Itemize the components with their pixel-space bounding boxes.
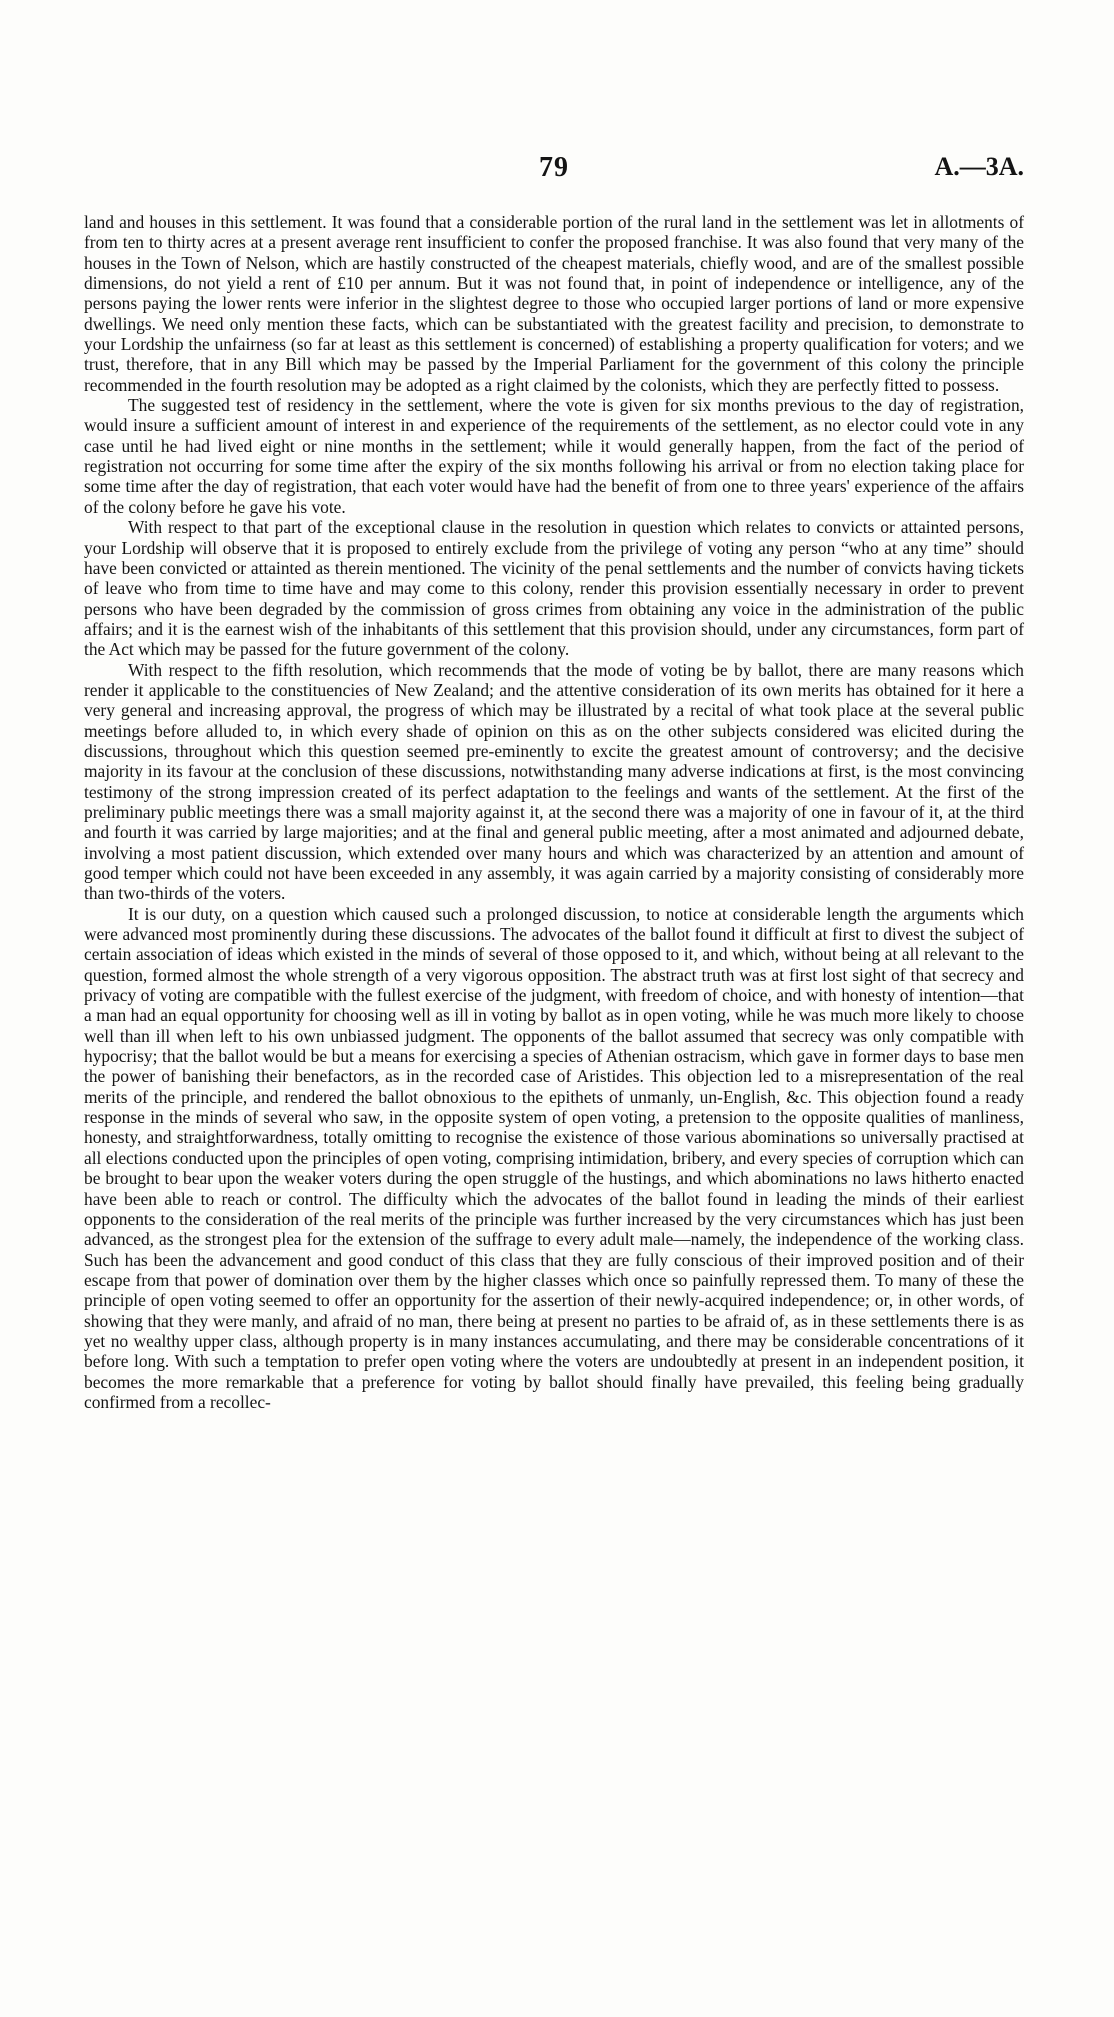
paragraph-1: land and houses in this settlement. It was found that a considerable portion of the rural land in the settlement was let in allotments of from ten to thirty acres at a present average rent insufficient to confer the proposed franchise. It was also found that very many of the houses in the Town of Nelson, which are hastily constructed of the cheapest materials, chiefly wood, and are of the smallest possible dimensions, do not yield a rent of £10 per annum. But it was not found that, in point of independence or intelligence, any of the persons paying the lower rents were inferior in the slightest degree to those who occupied larger portions of land or more expensive dwellings. We need only mention these facts, which can be substantiated with the greatest facility and precision, to demonstrate to your Lordship the unfairness (so far at least as this settlement is concerned) of establishing a property qualification for voters; and we trust, therefore, that in any Bill which may be passed by the Imperial Parliament for the government of this colony the principle recommended in the fourth resolution may be adopted as a right claimed by the colonists, which they are perfectly fitted to possess. [84,212,1024,395]
page-number: 79 [539,152,569,183]
paragraph-5: It is our duty, on a question which caused such a prolonged discussion, to notice at considerable length the arguments which were advanced most prominently during these discussions. The advocates of the ballot found it difficult at first to divest the subject of certain association of ideas which existed in the minds of several of those opposed to it, and which, without being at all relevant to the question, formed almost the whole strength of a very vigorous opposition. The abstract truth was at first lost sight of that secrecy and privacy of voting are compatible with the fullest exercise of the judgment, with freedom of choice, and with honesty of intention—that a man had an equal opportunity for choosing well as ill in voting by ballot as in open voting, while he was much more likely to choose well than ill when left to his own unbiassed judgment. The opponents of the ballot assumed that secrecy was only compatible with hypocrisy; that the ballot would be but a means for exercising a species of Athenian ostracism, which gave in former days to base men the power of banishing their benefactors, as in the recorded case of Aristides. This objection led to a misrepresentation of the real merits of the principle, and rendered the ballot obnoxious to the epithets of unmanly, un-English, &c. This objection found a ready response in the minds of several who saw, in the opposite system of open voting, a pretension to the opposite qualities of manliness, honesty, and straightforwardness, totally omitting to recognise the existence of those various abominations so universally practised at all elections conducted upon the principles of open voting, comprising intimidation, bribery, and every species of corruption which can be brought to bear upon the weaker voters during the open struggle of the hustings, and which abominations no laws hitherto enacted have been able to reach or control. The difficulty which the advocates of the ballot found in leading the minds of their earliest opponents to the consideration of the real merits of the principle was further increased by the very circumstances which has just been advanced, as the strongest plea for the extension of the suffrage to every adult male—namely, the independence of the working class. Such has been the advancement and good conduct of this class that they are fully conscious of their improved position and of their escape from that power of domination over them by the higher classes which once so painfully repressed them. To many of these the principle of open voting seemed to offer an opportunity for the assertion of their newly-acquired independence; or, in other words, of showing that they were manly, and afraid of no man, there being at present no parties to be afraid of, as in these settlements there is as yet no wealthy upper class, although property is in many instances accumulating, and there may be considerable concentrations of it before long. With such a temptation to prefer open voting where the voters are undoubtedly at present in an independent position, it becomes the more remarkable that a preference for voting by ballot should finally have prevailed, this feeling being gradually confirmed from a recollec- [84,903,1024,1412]
paragraph-4: With respect to the fifth resolution, which recommends that the mode of voting be by ballot, there are many reasons which render it applicable to the constituencies of New Zealand; and the attentive consideration of its own merits has obtained for it here a very general and increasing approval, the progress of which may be illustrated by a recital of what took place at the several public meetings before alluded to, in which every shade of opinion on this as on the other subjects considered was elicited during the discussions, throughout which this question seemed pre-eminently to excite the greatest amount of controversy; and the decisive majority in its favour at the conclusion of these discussions, notwithstanding many adverse indications at first, is the most convincing testimony of the strong impression created of its perfect adaptation to the feelings and wants of the settlement. At the first of the preliminary public meetings there was a small majority against it, at the second there was a majority of one in favour of it, at the third and fourth it was carried by large majorities; and at the final and general public meeting, after a most animated and adjourned debate, involving a most patient discussion, which extended over many hours and which was characterized by an attention and amount of good temper which could not have been exceeded in any assembly, it was again carried by a majority consisting of considerably more than two-thirds of the voters. [84,659,1024,904]
body-text [84,212,1024,1412]
paragraph-2: The suggested test of residency in the settlement, where the vote is given for six months previous to the day of registration, would insure a sufficient amount of interest in and experience of the requirements of the settlement, as no elector could vote in any case until he had lived eight or nine months in the settlement; while it would generally happen, from the fact of the period of registration not occurring for some time after the expiry of the six months following his arrival or from no election taking place for some time after the day of registration, that each voter would have had the benefit of from one to three years' experience of the affairs of the colony before he gave his vote. [84,395,1024,517]
page-header [84,152,1024,192]
document-reference: A.—3A. [934,152,1024,181]
paragraph-3: With respect to that part of the exceptional clause in the resolution in question which relates to convicts or attainted persons, your Lordship will observe that it is proposed to entirely exclude from the privilege of voting any person “who at any time” should have been convicted or attainted as therein mentioned. The vicinity of the penal settlements and the number of convicts having tickets of leave who from time to time have and may come to this colony, render this provision essentially necessary in order to prevent persons who have been degraded by the commission of gross crimes from obtaining any voice in the administration of the public affairs; and it is the earnest wish of the inhabitants of this settlement that this provision should, under any circumstances, form part of the Act which may be passed for the future government of the colony. [84,517,1024,660]
